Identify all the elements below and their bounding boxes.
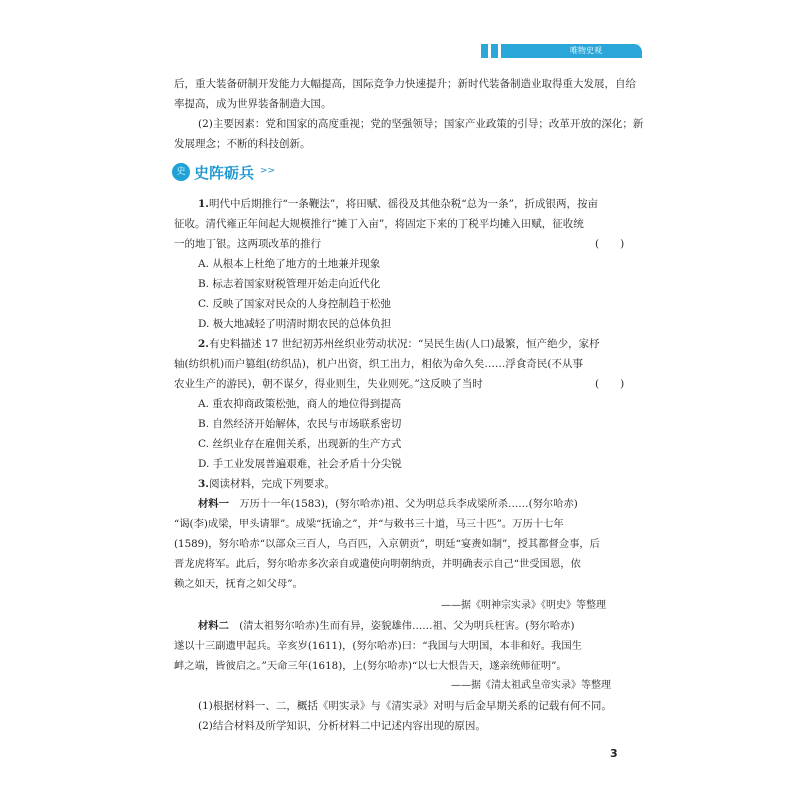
section-arrow-icon: >> bbox=[260, 166, 276, 176]
header-title: 唯物史观 bbox=[570, 46, 602, 55]
material-1-line-1 bbox=[198, 494, 648, 514]
material-2-text-1: (清太祖努尔哈赤)生而有异，姿貌雄伟……祖、父为明兵枉害。(努尔哈赤) bbox=[239, 620, 575, 632]
section-title: 史阵砺兵 bbox=[194, 164, 255, 182]
q2-line-2: 轴(纺织机)而户篡组(纺织品)，机户出资，织工出力，相依为命久矣……浮食奇民(不从事 bbox=[174, 358, 583, 370]
material-1-line-2: “谒(李)成梁，甲头请罪”。成梁“抚谕之”，并“与敕书三十道，马三十匹”。万历十七年 bbox=[174, 518, 564, 530]
material-1-line-5: 赖之如天，抚育之如父母”。 bbox=[174, 578, 303, 590]
q2-option-b: B. 自然经济开始解体，农民与市场联系密切 bbox=[198, 418, 402, 430]
q1-answer-paren: ( ) bbox=[595, 238, 625, 250]
q3-requirement-1: (1)根据材料一、二，概括《明实录》与《清实录》对明与后金早期关系的记载有何不同。 bbox=[198, 700, 612, 712]
q1-text-1: 明代中后期推行“一条鞭法”，将田赋、徭役及其他杂税“总为一条”，折成银两，按亩 bbox=[208, 198, 598, 210]
material-1-text-1: 万历十一年(1583)，(努尔哈赤)祖、父为明总兵李成梁所杀……(努尔哈赤) bbox=[239, 498, 578, 510]
section-icon: 史 bbox=[172, 163, 190, 181]
header-bar-block-2 bbox=[491, 44, 498, 58]
q2-option-a: A. 重农抑商政策松弛，商人的地位得到提高 bbox=[198, 398, 402, 410]
intro-line-4: 发展理念；不断的科技创新。 bbox=[174, 138, 311, 150]
q1-option-c: C. 反映了国家对民众的人身控制趋于松弛 bbox=[198, 298, 391, 310]
material-1-source: ——据《明神宗实录》《明史》等整理 bbox=[441, 600, 606, 611]
q1-line-1 bbox=[198, 194, 648, 214]
material-2-line-3: 衅之端，皆彼启之。”天命三年(1618)，上(努尔哈赤)“以七大恨告天，遂亲统师征明”。 bbox=[174, 660, 567, 672]
q2-option-d: D. 手工业发展普遍艰难，社会矛盾十分尖锐 bbox=[198, 458, 402, 470]
q2-text-1: 有史料描述 17 世纪初苏州丝织业劳动状况：“吴民生齿(人口)最繁，恒产绝少，家杼 bbox=[208, 338, 600, 350]
material-2-line-1 bbox=[198, 616, 648, 636]
q1-number: 1. bbox=[198, 198, 209, 210]
material-1-line-3: (1589)，努尔哈赤“以部众三百人，乌百匹，入京朝贡”，明廷“宴赉如制”，授其都督佥事，后 bbox=[174, 538, 600, 550]
q2-answer-paren: ( ) bbox=[595, 378, 625, 390]
intro-line-2: 率提高，成为世界装备制造大国。 bbox=[174, 98, 332, 110]
q3-prompt-text: 阅读材料，完成下列要求。 bbox=[208, 478, 335, 490]
material-2-label: 材料二 bbox=[198, 620, 229, 632]
q1-option-a: A. 从根本上杜绝了地方的土地兼并现象 bbox=[198, 258, 381, 270]
material-1-label: 材料一 bbox=[198, 498, 229, 510]
header-bar-block-1 bbox=[481, 44, 488, 58]
material-2-source: ——据《清太祖武皇帝实录》等整理 bbox=[451, 680, 611, 691]
q2-line-1 bbox=[198, 334, 648, 354]
page-number: 3 bbox=[610, 747, 618, 760]
intro-line-3: (2)主要因素：党和国家的高度重视；党的坚强领导；国家产业政策的引导；改革开放的深化；新 bbox=[198, 118, 644, 130]
q1-line-3: 一的地丁银。这两项改革的推行 bbox=[174, 238, 321, 250]
q1-option-d: D. 极大地减轻了明清时期农民的总体负担 bbox=[198, 318, 392, 330]
q3-requirement-2: (2)结合材料及所学知识，分析材料二中记述内容出现的原因。 bbox=[198, 720, 486, 732]
material-2-line-2: 遂以十三副遗甲起兵。辛亥岁(1611)，(努尔哈赤)曰：“我国与大明国，本非和好。我国生 bbox=[174, 640, 582, 652]
q1-option-b: B. 标志着国家财税管理开始走向近代化 bbox=[198, 278, 381, 290]
q3-number: 3. bbox=[198, 478, 209, 490]
material-1-line-4: 晋龙虎将军。此后，努尔哈赤多次亲自或遣使向明朝纳贡，并明确表示自己“世受国恩，依 bbox=[174, 558, 581, 570]
q2-line-3: 农业生产的游民)，朝不谋夕，得业则生，失业则死。”这反映了当时 bbox=[174, 378, 483, 390]
q3-prompt bbox=[198, 474, 648, 494]
q2-number: 2. bbox=[198, 338, 209, 350]
q1-line-2: 征收。清代雍正年间起大规模推行“摊丁入亩”，将固定下来的丁税平均摊入田赋，征收统 bbox=[174, 218, 584, 230]
q2-option-c: C. 丝织业存在雇佣关系，出现新的生产方式 bbox=[198, 438, 402, 450]
header-bar bbox=[481, 44, 642, 58]
intro-line-1: 后，重大装备研制开发能力大幅提高，国际竞争力快速提升；新时代装备制造业取得重大发展，自给 bbox=[174, 78, 636, 90]
